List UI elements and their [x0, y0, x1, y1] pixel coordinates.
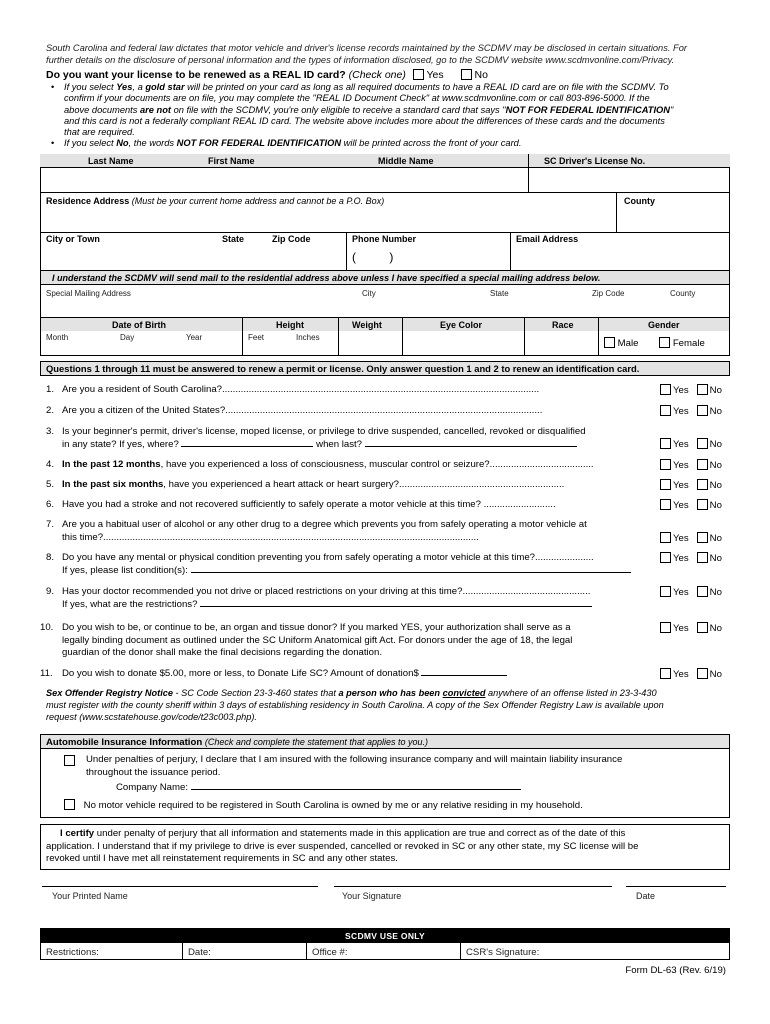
q6-no-checkbox[interactable]	[697, 499, 708, 510]
mailing-notice: I understand the SCDMV will send mail to the residential address above unless I have specified a special mailing address below.	[52, 273, 601, 283]
real-id-no-label: No	[474, 69, 488, 81]
q7-yes-checkbox[interactable]	[660, 532, 671, 543]
bullet1-line4: and this card is not a federally compliant REAL ID card. The website above includes more about the differences of these cards and the documents	[64, 115, 665, 126]
bullet1-line3-b: on file with the SCDMV, you're only eligible to receive a standard card that says "	[170, 104, 506, 115]
no-label: No	[709, 385, 722, 396]
insured-checkbox[interactable]	[64, 755, 75, 766]
yes-label: Yes	[673, 587, 689, 598]
no-label: No	[709, 480, 722, 491]
q2-yes-checkbox[interactable]	[660, 405, 671, 416]
bullet1-are-not: are not	[139, 104, 171, 115]
question-5-answers	[660, 479, 722, 491]
gender-options	[604, 337, 705, 349]
name-input-field[interactable]	[41, 169, 527, 191]
sex-offender-text-2: anywhere of an offense listed in 23-3-430	[485, 688, 657, 698]
divider	[40, 232, 730, 233]
q8-yes-checkbox[interactable]	[660, 552, 671, 563]
real-id-question	[46, 69, 488, 81]
sex-offender-convicted: convicted	[442, 688, 486, 698]
city-label: City or Town	[46, 234, 100, 244]
middle-name-label: Middle Name	[378, 156, 434, 166]
q9-no-checkbox[interactable]	[697, 586, 708, 597]
bullet-yes	[51, 82, 736, 93]
donation-amount-field[interactable]	[421, 675, 507, 676]
divider	[460, 943, 461, 960]
weight-label: Weight	[352, 320, 382, 330]
q7-no-checkbox[interactable]	[697, 532, 708, 543]
mailing-county-label: County	[670, 289, 696, 298]
q2-no-checkbox[interactable]	[697, 405, 708, 416]
county-label: County	[624, 196, 655, 206]
dob-label: Date of Birth	[112, 320, 166, 330]
q11-no-checkbox[interactable]	[697, 668, 708, 679]
bullet1-text-a: If you select	[64, 82, 117, 92]
bullet2-text-b: , the words	[128, 138, 177, 149]
no-label: No	[709, 669, 722, 680]
residence-label	[46, 196, 384, 206]
privacy-notice	[46, 42, 736, 66]
question-4: 4. In the past 12 months, have you experienced a loss of consciousness, muscular control or seizure?.......................................	[46, 459, 594, 470]
question-7-text-2: this time?.............................................................................................................................................	[62, 531, 479, 543]
yes-label: Yes	[673, 500, 689, 511]
certification-text	[46, 828, 638, 866]
divider	[182, 943, 183, 960]
question-3-when: when last?	[316, 438, 363, 450]
q4-yes-checkbox[interactable]	[660, 459, 671, 470]
special-mailing-address-label: Special Mailing Address	[46, 289, 131, 298]
no-label: No	[709, 460, 722, 471]
q3-yes-checkbox[interactable]	[660, 438, 671, 449]
question-3-text: Is your beginner's permit, driver's license, moped license, or privilege to drive suspended, cancelled, revoked or disqualified	[62, 426, 586, 437]
question-9: 9. Has your doctor recommended you not drive or placed restrictions on your driving at this time?................................................ If yes, what are the restrictions?	[46, 586, 591, 610]
question-9-text: Has your doctor recommended you not drive or placed restrictions on your driving at this time?................................................	[62, 586, 591, 597]
bullet1-line2: confirm if your documents are on file, you may complete the "REAL ID Document Check" at www.scdmvonline.com or call 803-896-5000. If the	[64, 93, 650, 104]
bullet1-line3-c: "	[670, 104, 674, 115]
printed-name-line[interactable]	[42, 886, 318, 887]
question-3: 3. Is your beginner's permit, driver's license, moped license, or privilege to drive suspended, cancelled, revoked or disqualified in any state? If yes, where? when last?	[46, 426, 586, 450]
csr-signature-label: CSR's Signature:	[466, 947, 540, 958]
q9-yes-checkbox[interactable]	[660, 586, 671, 597]
insurance-option-2	[64, 799, 583, 811]
no-vehicle-checkbox[interactable]	[64, 799, 75, 810]
bullet1-gold-star: gold star	[145, 82, 185, 92]
office-number-label: Office #:	[312, 947, 348, 958]
insurance-header	[46, 737, 428, 748]
no-vehicle-statement: No motor vehicle required to be registered in South Carolina is owned by me or any relative residing in my household.	[83, 800, 583, 811]
privacy-line-2: further details on the disclosure of personal information and the types of information disclosed, go to the SCDMV website www.scdmvonline.com/Privacy.	[46, 55, 675, 65]
height-label: Height	[276, 320, 304, 330]
no-label: No	[709, 439, 722, 450]
q6-yes-checkbox[interactable]	[660, 499, 671, 510]
sex-offender-notice	[46, 687, 736, 723]
mailing-city-label: City	[362, 289, 376, 298]
q4-no-checkbox[interactable]	[697, 459, 708, 470]
question-10-text-2: legally binding document as outlined under the SC Uniform Anatomical gift Act. For donors under the age of 18, the legal	[62, 634, 573, 646]
sex-offender-line-3: request (www.scstatehouse.gov/code/t23c003.php).	[46, 712, 257, 722]
license-no-label: SC Driver's License No.	[544, 156, 646, 166]
insurance-option-1	[64, 754, 622, 795]
questions-header-text: Questions 1 through 11 must be answered to renew a permit or license. Only answer question 1 and 2 to renew an identification card.	[46, 363, 640, 374]
yes-label: Yes	[673, 623, 689, 634]
q1-no-checkbox[interactable]	[697, 384, 708, 395]
no-label: No	[709, 533, 722, 544]
question-10-text-3: guardian of the donor shall make the final decisions regarding the donation.	[62, 647, 383, 658]
question-7-answers	[660, 532, 722, 544]
date-line[interactable]	[626, 886, 726, 887]
form-id: Form DL-63 (Rev. 6/19)	[625, 965, 726, 976]
privacy-line-1: South Carolina and federal law dictates that motor vehicle and driver's license records maintained by the SCDMV may be disclosed in certain situations. For	[46, 43, 687, 53]
q9-restrictions-field[interactable]	[200, 606, 592, 607]
certify-bold: I certify	[60, 828, 95, 839]
insurance-note: (Check and complete the statement that applies to you.)	[204, 737, 428, 747]
month-label: Month	[46, 333, 69, 342]
printed-name-label: Your Printed Name	[52, 891, 128, 901]
divider	[242, 317, 243, 356]
zip-label: Zip Code	[272, 234, 311, 244]
question-8: 8. Do you have any mental or physical condition preventing you from safely operating a motor vehicle at this time?...................... If yes, please list condition(s):	[46, 552, 656, 577]
county-field[interactable]	[617, 208, 729, 230]
question-4-bold: In the past 12 months	[62, 459, 161, 470]
state-label: State	[222, 234, 245, 244]
feet-label: Feet	[248, 333, 265, 342]
divider	[524, 317, 525, 356]
bullet2-text-a: If you select	[64, 138, 117, 149]
inches-label: Inches	[296, 333, 320, 342]
question-8-conditions: If yes, please list condition(s):	[62, 564, 188, 576]
first-name-label: First Name	[208, 156, 255, 166]
residence-note: (Must be your current home address and cannot be a P.O. Box)	[131, 196, 385, 206]
bullet2-no: No	[116, 138, 129, 149]
question-8-answers	[660, 552, 722, 564]
q11-yes-checkbox[interactable]	[660, 668, 671, 679]
real-id-yes-checkbox[interactable]	[413, 69, 424, 80]
office-use-title: SCDMV USE ONLY	[345, 931, 425, 941]
question-3-answers	[660, 438, 722, 450]
bullet1-text-b: , a	[132, 82, 146, 92]
yes-label: Yes	[673, 533, 689, 544]
q5-no-checkbox[interactable]	[697, 479, 708, 490]
sex-offender-line-2: must register with the county sheriff within 3 days of establishing residency in South Carolina. A copy of the Sex Offender Registry Law is available upon	[46, 700, 664, 710]
question-7-text: Are you a habitual user of alcohol or any other drug to a degree which prevents you from safely operating a motor vehicle at	[62, 519, 587, 530]
bullet1-line3	[64, 105, 736, 116]
phone-area-code[interactable]: ( )	[352, 250, 394, 264]
question-1: 1. Are you a resident of South Carolina?.......................................................................................................................	[46, 384, 540, 395]
year-label: Year	[186, 333, 203, 342]
divider	[346, 232, 347, 270]
sex-offender-text-1: - SC Code Section 23-3-460 states that	[172, 688, 339, 698]
yes-label: Yes	[673, 460, 689, 471]
real-id-yes-label: Yes	[426, 69, 444, 81]
company-name-label: Company Name:	[116, 782, 188, 793]
question-4-answers	[660, 459, 722, 471]
question-9-restrictions: If yes, what are the restrictions?	[62, 598, 198, 610]
eye-color-label: Eye Color	[440, 320, 483, 330]
yes-label: Yes	[673, 553, 689, 564]
q10-yes-checkbox[interactable]	[660, 622, 671, 633]
q10-no-checkbox[interactable]	[697, 622, 708, 633]
bullet-no	[51, 138, 736, 149]
bullet2-nfi: NOT FOR FEDERAL IDENTIFICATION	[176, 138, 342, 149]
question-10-text: Do you wish to be, or continue to be, an organ and tissue donor? If you marked YES, your authorization shall serve as a	[62, 622, 571, 633]
real-id-no-checkbox[interactable]	[461, 69, 472, 80]
question-5-text: , have you experienced a heart attack or heart surgery?..............................................................	[163, 479, 565, 490]
question-2-answers	[660, 405, 722, 417]
no-label: No	[709, 553, 722, 564]
no-label: No	[709, 587, 722, 598]
question-3-where: in any state? If yes, where?	[62, 438, 179, 450]
bullet-dot: •	[51, 82, 55, 92]
company-name-field[interactable]	[191, 789, 521, 790]
question-7: 7. Are you a habitual user of alcohol or any other drug to a degree which prevents you from safely operating a motor vehicle at this time?.............................................................................................................................................	[46, 519, 656, 544]
q3-when-field[interactable]	[365, 446, 577, 447]
q8-no-checkbox[interactable]	[697, 552, 708, 563]
question-5-bold: In the past six months	[62, 479, 164, 490]
question-6: 6. Have you had a stroke and not recovered sufficiently to safely operate a motor vehicle at this time? ...........................	[46, 499, 556, 510]
q8-conditions-field[interactable]	[191, 572, 631, 573]
question-1-answers	[660, 384, 722, 396]
check-one-label: (Check one)	[348, 69, 406, 81]
yes-label: Yes	[673, 480, 689, 491]
male-checkbox[interactable]	[604, 337, 615, 348]
bullet1-nfi: NOT FOR FEDERAL IDENTIFICATION	[505, 104, 670, 115]
question-10: 10. Do you wish to be, or continue to be, an organ and tissue donor? If you marked YES, your authorization shall serve as a legally binding document as outlined under the SC Uniform Anatomical gift Act. For donors under the age of 18, the legal guardian of the donor shall make the final decisions regarding the donation.	[40, 622, 650, 660]
yes-label: Yes	[673, 669, 689, 680]
bullet2-text-c: will be printed across the front of your card.	[341, 138, 522, 149]
mailing-state-label: State	[490, 289, 509, 298]
question-2: 2. Are you a citizen of the United States?.......................................................................................................................	[46, 405, 543, 416]
race-label: Race	[552, 320, 574, 330]
question-9-answers	[660, 586, 722, 598]
email-field[interactable]	[511, 246, 729, 268]
question-11-text: Do you wish to donate $5.00, more or less, to Donate Life SC? Amount of donation$	[62, 668, 419, 679]
office-date-label: Date:	[188, 947, 211, 958]
q1-yes-checkbox[interactable]	[660, 384, 671, 395]
q3-where-field[interactable]	[181, 446, 313, 447]
last-name-label: Last Name	[88, 156, 134, 166]
question-2-text: Are you a citizen of the United States?.......................................................................................................................	[62, 405, 543, 416]
divider	[402, 317, 403, 356]
day-label: Day	[120, 333, 135, 342]
phone-label: Phone Number	[352, 234, 417, 244]
email-label: Email Address	[516, 234, 579, 244]
certify-line-3: revoked until I have met all reinstatement requirements in SC and any other states.	[46, 853, 398, 864]
yes-label: Yes	[673, 406, 689, 417]
question-8-text: Do you have any mental or physical condition preventing you from safely operating a motor vehicle at this time?......................	[62, 552, 594, 563]
real-id-question-text: Do you want your license to be renewed as a REAL ID card?	[46, 69, 346, 81]
residence-address-field[interactable]	[41, 208, 615, 230]
license-no-input-field[interactable]	[529, 169, 729, 191]
question-1-text: Are you a resident of South Carolina?.......................................................................................................................	[62, 384, 540, 395]
question-5: 5. In the past six months, have you experienced a heart attack or heart surgery?..............................................................	[46, 479, 565, 490]
q5-yes-checkbox[interactable]	[660, 479, 671, 490]
question-10-answers	[660, 622, 722, 634]
signature-line[interactable]	[334, 886, 612, 887]
real-id-bullets	[51, 82, 736, 150]
divider	[40, 192, 730, 193]
divider	[306, 943, 307, 960]
divider	[598, 317, 599, 356]
question-11-answers	[660, 668, 722, 680]
question-6-text: Have you had a stroke and not recovered sufficiently to safely operate a motor vehicle at this time? ...........................	[62, 499, 556, 510]
insurance-title: Automobile Insurance Information	[46, 737, 203, 748]
certify-line-2: application. I understand that if my privilege to drive is ever suspended, cancelled or revoked in SC or any other state, my SC license will be	[46, 840, 639, 852]
bullet-dot: •	[51, 138, 55, 149]
sex-offender-title: Sex Offender Registry Notice	[46, 688, 173, 698]
male-label: Male	[617, 338, 639, 349]
question-11: 11. Do you wish to donate $5.00, more or less, to Donate Life SC? Amount of donation$	[40, 668, 650, 681]
special-mailing-address-field[interactable]	[41, 299, 729, 316]
divider	[338, 317, 339, 356]
yes-label: Yes	[673, 385, 689, 396]
restrictions-label: Restrictions:	[46, 947, 99, 958]
insured-statement-2: throughout the issuance period.	[86, 766, 221, 778]
question-4-text: , have you experienced a loss of consciousness, muscular control or seizure?.......................................	[160, 459, 594, 470]
certify-line-1: under penalty of perjury that all information and statements made in this application are true and correct as of the date of this	[94, 828, 626, 839]
bullet1-yes: Yes	[116, 82, 133, 92]
no-label: No	[709, 406, 722, 417]
insured-statement: Under penalties of perjury, I declare that I am insured with the following insurance company and will maintain liability insurance	[86, 754, 623, 765]
signature-label: Your Signature	[342, 891, 402, 901]
female-checkbox[interactable]	[659, 337, 670, 348]
female-label: Female	[672, 338, 705, 349]
bullet1-text-c: will be printed on your card as long as all required documents to have a REAL ID card are on file with the SCDMV. To	[184, 82, 669, 92]
sex-offender-bold: a person who has been	[338, 688, 443, 698]
mailing-zip-label: Zip Code	[592, 289, 625, 298]
bullet1-line3-a: above documents	[64, 104, 140, 115]
no-label: No	[709, 500, 722, 511]
gender-label: Gender	[648, 320, 680, 330]
question-6-answers	[660, 499, 722, 511]
date-label: Date	[636, 891, 656, 901]
no-label: No	[709, 623, 722, 634]
bullet1-line5: that are required.	[64, 127, 135, 138]
q3-no-checkbox[interactable]	[697, 438, 708, 449]
residence-label-text: Residence Address	[46, 196, 130, 206]
yes-label: Yes	[673, 439, 689, 450]
